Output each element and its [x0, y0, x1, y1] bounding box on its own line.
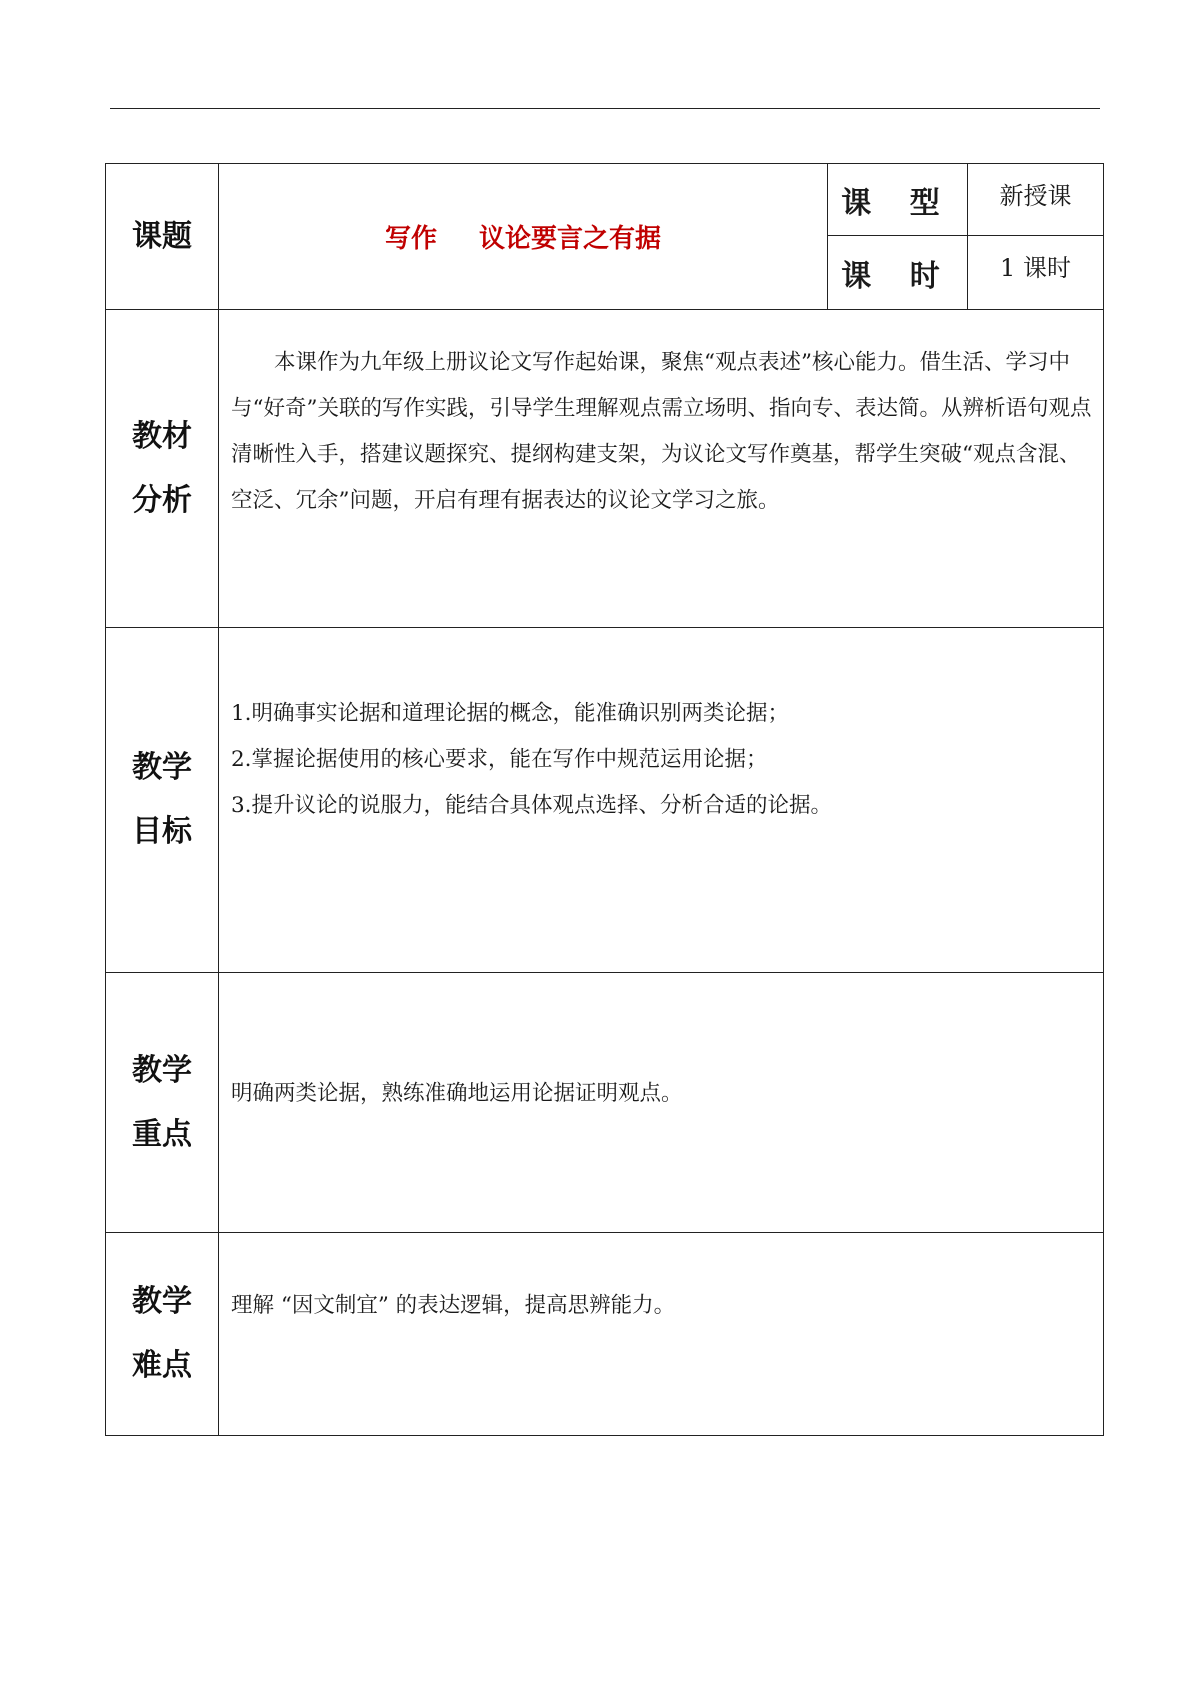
analysis-label: 教材 分析	[106, 310, 219, 628]
objective-item: 1.明确事实论据和道理论据的概念，能准确识别两类论据；	[231, 701, 790, 726]
key-points-text: 明确两类论据，熟练准确地运用论据证明观点。	[231, 1080, 683, 1106]
key-points-content	[219, 973, 1104, 1233]
lesson-title	[219, 164, 828, 310]
header-row-type	[106, 164, 1104, 236]
header-rule	[110, 108, 1100, 109]
lesson-type-value: 新授课	[968, 164, 1104, 236]
difficulties-row	[106, 1233, 1104, 1436]
lesson-title-part-1: 写作	[384, 224, 437, 254]
objectives-content	[219, 628, 1104, 973]
lesson-title-part-2: 议论要言之有据	[479, 224, 662, 254]
lesson-plan-table	[105, 163, 1104, 1436]
objectives-row	[106, 628, 1104, 973]
key-points-row	[106, 973, 1104, 1233]
analysis-text: 本课作为九年级上册议论文写作起始课，聚焦“观点表述”核心能力。借生活、学习中与“好奇”关联的写作实践，引导学生理解观点需立场明、指向专、表达简。从辨析语句观点清晰性入手，搭建议题探究、提纲构建支架，为议论文写作奠基，帮学生突破“观点含混、空泛、冗余”问题，开启有理有据表达的议论文学习之旅。	[231, 350, 1092, 513]
difficulties-text: 理解 “因文制宜” 的表达逻辑，提高思辨能力。	[231, 1293, 676, 1318]
difficulties-label: 教学 难点	[106, 1233, 219, 1436]
objective-item: 3.提升议论的说服力，能结合具体观点选择、分析合适的论据。	[231, 793, 833, 818]
objectives-label: 教学 目标	[106, 628, 219, 973]
lesson-hours-value: 1 课时	[968, 236, 1104, 310]
difficulties-content	[219, 1233, 1104, 1436]
key-points-label: 教学 重点	[106, 973, 219, 1233]
objective-item: 2.掌握论据使用的核心要求，能在写作中规范运用论据；	[231, 747, 768, 772]
analysis-content	[219, 310, 1104, 628]
lesson-type-label: 课 型	[828, 164, 968, 236]
subject-label-cell	[106, 164, 219, 310]
analysis-row	[106, 310, 1104, 628]
lesson-hours-label: 课 时	[828, 236, 968, 310]
subject-label: 课题	[132, 218, 192, 254]
